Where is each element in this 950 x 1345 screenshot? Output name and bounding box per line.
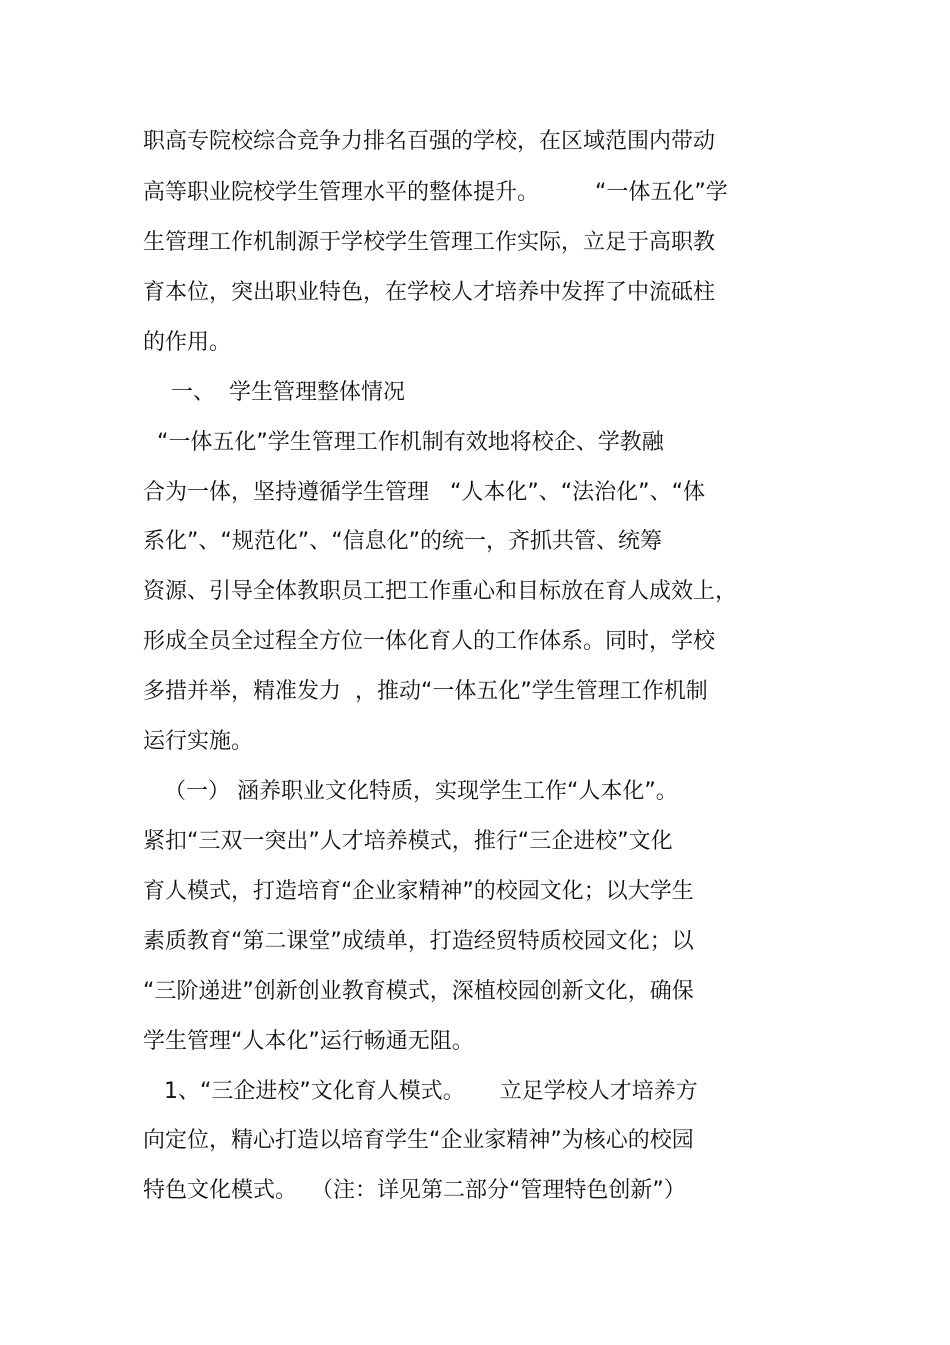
text-line: 运行实施。 [143, 729, 254, 754]
subsection-heading: （一） 涵养职业文化特质，实现学生工作“人本化”。 [143, 779, 678, 804]
text-line: “三阶递进”创新创业教育模式，深植校园创新文化，确保 [143, 979, 694, 1004]
text-line: 合为一体，坚持遵循学生管理 “人本化”、“法治化”、“体 [143, 480, 705, 505]
text-line: 紧扣“三双一突出”人才培养模式，推行“三企进校”文化 [143, 829, 673, 854]
text-line: 育本位，突出职业特色，在学校人才培养中发挥了中流砥柱 [143, 280, 716, 305]
text-line: 向定位，精心打造以培育学生“企业家精神”为核心的校园 [143, 1128, 694, 1153]
text-line: 特色文化模式。 （注：详见第二部分“管理特色创新”） [143, 1178, 686, 1203]
text-line: 素质教育“第二课堂”成绩单，打造经贸特质校园文化；以 [143, 929, 694, 954]
text-line: 系化”、“规范化”、“信息化”的统一，齐抓共管、统筹 [143, 529, 662, 554]
text-line: “一体五化”学生管理工作机制有效地将校企、学教融 [143, 430, 664, 455]
item-heading: 1、“三企进校”文化育人模式。 立足学校人才培养方 [143, 1079, 698, 1104]
text-line: 多措并举，精准发力 ，推动“一体五化”学生管理工作机制 [143, 679, 708, 704]
text-line: 形成全员全过程全方位一体化育人的工作体系。同时，学校 [143, 629, 716, 654]
text-line: 职高专院校综合竞争力排名百强的学校，在区域范围内带动 [143, 129, 716, 154]
text-line: 生管理工作机制源于学校学生管理工作实际，立足于高职教 [143, 230, 716, 255]
text-line: 育人模式，打造培育“企业家精神”的校园文化；以大学生 [143, 879, 694, 904]
text-line: 学生管理“人本化”运行畅通无阻。 [143, 1029, 474, 1054]
section-heading: 一、 学生管理整体情况 [143, 380, 405, 405]
text-line: 高等职业院校学生管理水平的整体提升。 “一体五化”学 [143, 180, 728, 205]
text-line: 资源、引导全体教职员工把工作重心和目标放在育人成效上， [143, 579, 738, 604]
text-line: 的作用。 [143, 330, 232, 355]
